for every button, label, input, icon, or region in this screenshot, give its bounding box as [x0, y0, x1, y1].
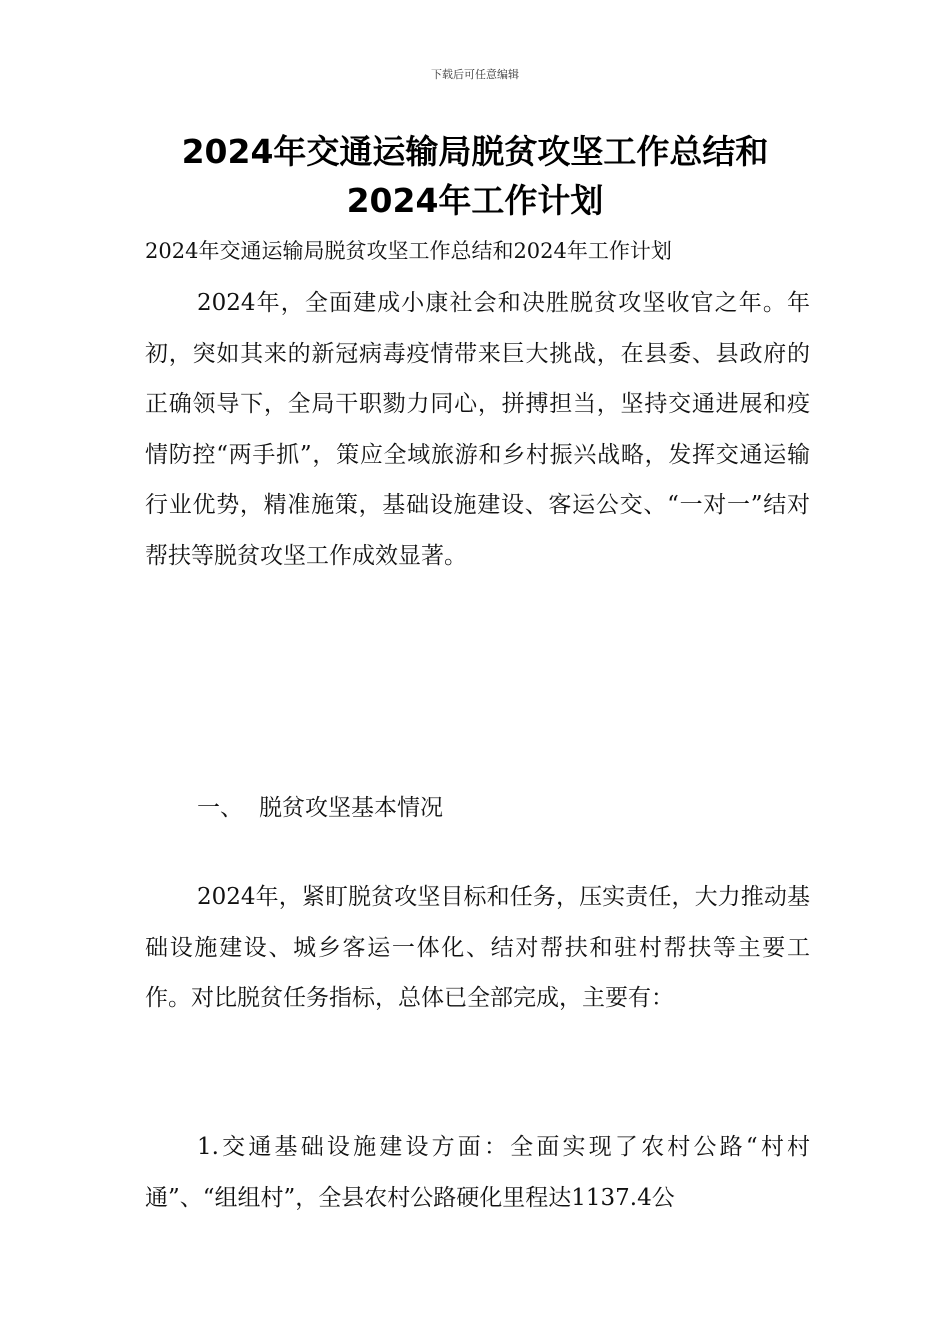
section-title: 脱贫攻坚基本情况	[259, 795, 443, 821]
document-title-line-2: 2024年工作计划	[346, 181, 604, 220]
page-header-note: 下载后可任意编辑	[431, 68, 519, 81]
section-paragraph: 2024年，紧盯脱贫攻坚目标和任务，压实责任，大力推动基础设施建设、城乡客运一体化、结对帮扶和驻村帮扶等主要工作。对比脱贫任务指标，总体已全部完成，主要有：	[145, 884, 810, 1011]
document-title-line-1: 2024年交通运输局脱贫攻坚工作总结和	[181, 132, 769, 171]
document-subtitle: 2024年交通运输局脱贫攻坚工作总结和2024年工作计划	[145, 239, 672, 263]
intro-paragraph: 2024年，全面建成小康社会和决胜脱贫攻坚收官之年。年初，突如其来的新冠病毒疫情带来巨大挑战，在县委、县政府的正确领导下，全局干职勠力同心，拼搏担当，坚持交通进展和疫情防控“两手抓”，策应全域旅游和乡村振兴战略，发挥交通运输行业优势，精准施策，基础设施建设、客运公交、“一对一”结对帮扶等脱贫攻坚工作成效显著。	[145, 290, 810, 569]
section-heading	[197, 783, 443, 833]
list-item-paragraph: 1.交通基础设施建设方面：全面实现了农村公路“村村通”、“组组村”，全县农村公路硬化里程达1137.4公	[145, 1134, 810, 1211]
section-number: 一、	[197, 795, 243, 821]
